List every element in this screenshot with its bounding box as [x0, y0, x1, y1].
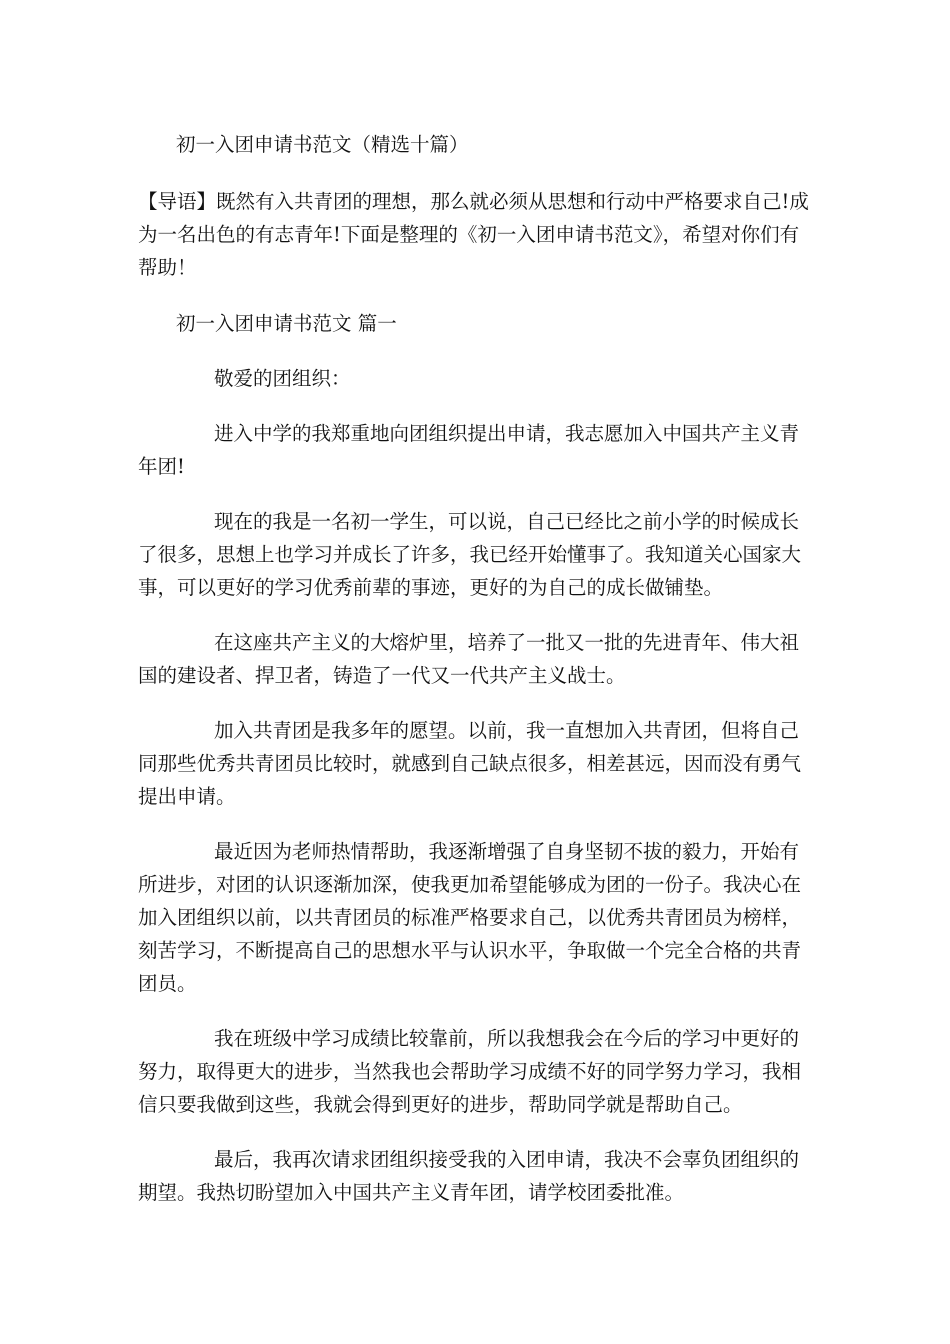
body-paragraph: 加入共青团是我多年的愿望。以前，我一直想加入共青团，但将自己同那些优秀共青团员比较时，就感到自己缺点很多，相差甚远，因而没有勇气提出申请。 [138, 719, 802, 808]
body-paragraph: 最后，我再次请求团组织接受我的入团申请，我决不会辜负团组织的期望。我热切盼望加入中国共产主义青年团，请学校团委批准。 [138, 1148, 800, 1204]
body-paragraph: 在这座共产主义的大熔炉里，培养了一批又一批的先进青年、伟大祖国的建设者、捍卫者，铸造了一代又一代共产主义战士。 [138, 631, 800, 687]
body-paragraph: 现在的我是一名初一学生，可以说，自己已经比之前小学的时候成长了很多，思想上也学习并成长了许多，我已经开始懂事了。我知道关心国家大事，可以更好的学习优秀前辈的事迹，更好的为自己的成长做铺垫。 [138, 510, 802, 599]
body-paragraph: 我在班级中学习成绩比较靠前，所以我想我会在今后的学习中更好的努力，取得更大的进步，当然我也会帮助学习成绩不好的同学努力学习，我相信只要我做到这些，我就会得到更好的进步，帮助同学就是帮助自己。 [138, 1027, 802, 1116]
document-title: 初一入团申请书范文（精选十篇） [176, 133, 469, 156]
salutation: 敬爱的团组织： [214, 367, 351, 390]
body-paragraph: 进入中学的我郑重地向团组织提出申请，我志愿加入中国共产主义青年团! [138, 422, 800, 478]
section-title: 初一入团申请书范文 篇一 [176, 312, 397, 335]
body-paragraph: 最近因为老师热情帮助，我逐渐增强了自身坚韧不拔的毅力，开始有所进步，对团的认识逐渐加深，使我更加希望能够成为团的一份子。我决心在加入团组织以前，以共青团员的标准严格要求自己，以优秀共青团员为榜样，刻苦学习，不断提高自己的思想水平与认识水平，争取做一个完全合格的共青团员。 [138, 840, 802, 995]
intro-paragraph: 【导语】既然有入共青团的理想，那么就必须从思想和行动中严格要求自己!成为一名出色的有志青年!下面是整理的《初一入团申请书范文》，希望对你们有帮助！ [138, 190, 809, 279]
document-page [138, 128, 814, 1231]
